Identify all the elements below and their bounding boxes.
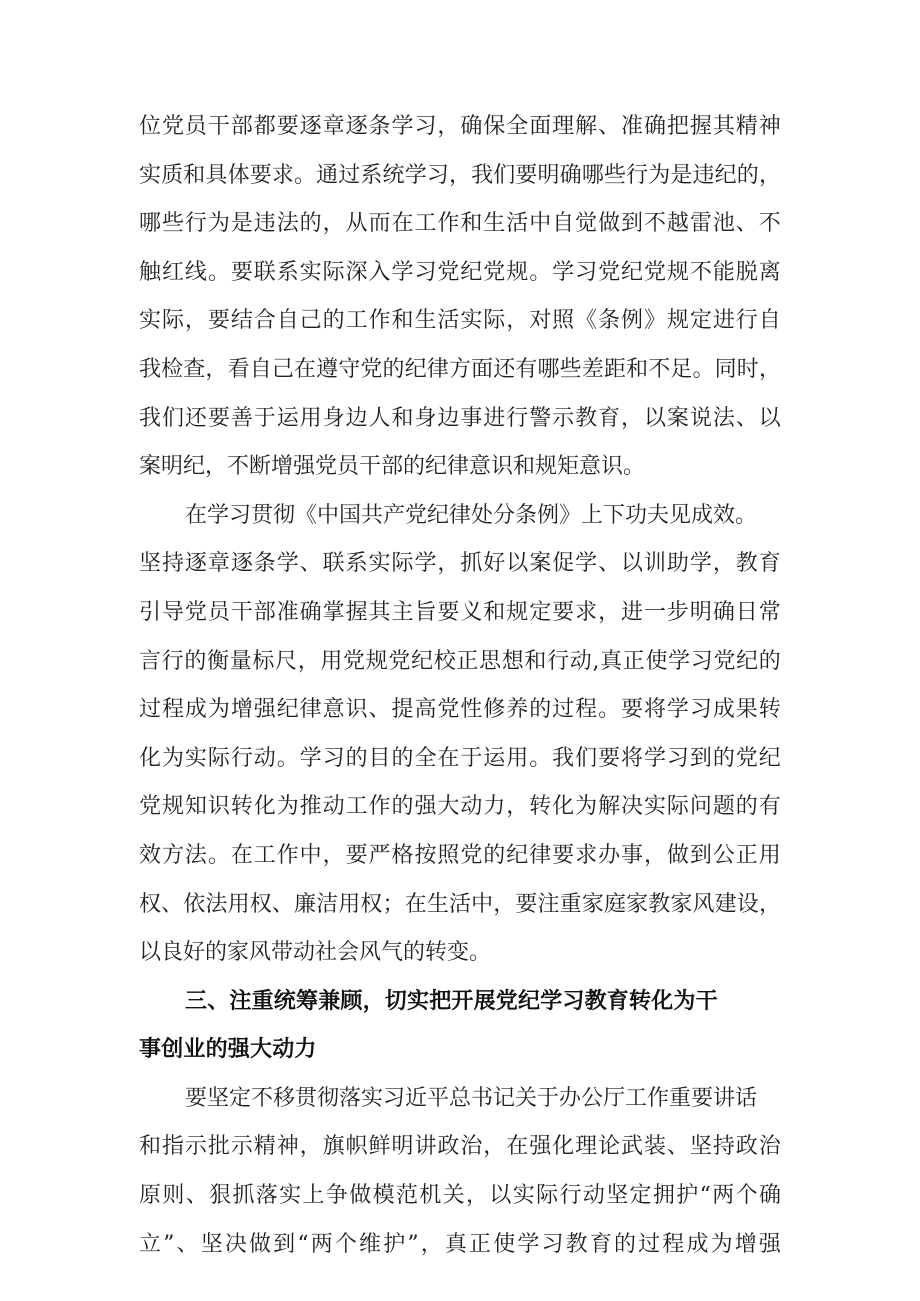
text-line: 言 行 的 衡 量 标 尺 ， 用 党 规 党 纪 校 正 思 想 和 行 动 , 真 正 使 学 习 党 纪 的 [139,648,781,674]
text-line: 权 、 依 法 用 权 、 廉 洁 用 权 ； 在 生 活 中 ， 要 注 重 家 庭 家 教 家 风 建 设 ， [139,891,781,917]
document-body [139,103,781,1269]
text-line: 坚 持 逐 章 逐 条 学 、 联 系 实 际 学 ， 抓 好 以 案 促 学 、 以 训 助 学 ， 教 育 [139,551,781,577]
paragraph-first-line: 在学习贯彻《中国共产党纪律处分条例》上下功夫见成效。 [185,502,758,528]
text-line: 以良好的家风带动社会风气的转变。 [139,940,492,966]
text-line: 触 红 线 。 要 联 系 实 际 深 入 学 习 党 纪 党 规 。 学 习 党 纪 党 规 不 能 脱 离 [139,259,781,285]
text-line: 引 导 党 员 干 部 准 确 掌 握 其 主 旨 要 义 和 规 定 要 求 ， 进 一 步 明 确 日 常 [139,599,781,625]
text-line: 效 方 法 。 在 工 作 中 ， 要 严 格 按 照 党 的 纪 律 要 求 办 事 ， 做 到 公 正 用 [139,842,781,868]
text-line: 实 际 ， 要 结 合 自 己 的 工 作 和 生 活 实 际 ， 对 照 《 条 例 》 规 定 进 行 自 [139,308,781,334]
text-line: 位 党 员 干 部 都 要 逐 章 逐 条 学 习 ， 确 保 全 面 理 解 、 准 确 把 握 其 精 神 [139,114,781,139]
text-line: 立 ” 、 坚 决 做 到 “ 两 个 维 护 ” ， 真 正 使 学 习 教 育 的 过 程 成 为 增 强 [139,1231,781,1257]
text-line: 党 规 知 识 转 化 为 推 动 工 作 的 强 大 动 力 ， 转 化 为 解 决 实 际 问 题 的 有 [139,794,781,820]
text-line: 哪 些 行 为 是 违 法 的 ， 从 而 在 工 作 和 生 活 中 自 觉 做 到 不 越 雷 池 、 不 [139,211,781,237]
text-line: 原 则 、 狠 抓 落 实 上 争 做 模 范 机 关 ， 以 实 际 行 动 坚 定 拥 护 “ 两 个 确 [139,1183,781,1209]
text-line: 我 们 还 要 善 于 运 用 身 边 人 和 身 边 事 进 行 警 示 教 育 ， 以 案 说 法 、 以 [139,405,781,431]
text-line: 化 为 实 际 行 动 。 学 习 的 目 的 全 在 于 运 用 。 我 们 要 将 学 习 到 的 党 纪 [139,745,781,771]
text-line: 过 程 成 为 增 强 纪 律 意 识 、 提 高 党 性 修 养 的 过 程 。 要 将 学 习 成 果 转 [139,697,781,723]
paragraph-first-line: 要坚定不移贯彻落实习近平总书记关于办公厅工作重要讲话 [185,1085,758,1111]
text-line: 我 检 查 ， 看 自 己 在 遵 守 党 的 纪 律 方 面 还 有 哪 些 差 距 和 不 足 。 同 时 ， [139,356,781,382]
text-line: 实 质 和 具 体 要 求 。 通 过 系 统 学 习 ， 我 们 要 明 确 哪 些 行 为 是 违 纪 的 ， [139,162,781,188]
section-heading: 事创业的强大动力 [139,1037,317,1063]
section-heading: 三、注重统筹兼顾，切实把开展党纪学习教育转化为干 [185,988,718,1014]
text-line: 和 指 示 批 示 精 神 ， 旗 帜 鲜 明 讲 政 治 ， 在 强 化 理 论 武 装 、 坚 持 政 治 [139,1134,781,1160]
text-line: 案明纪，不断增强党员干部的纪律意识和规矩意识。 [139,454,646,480]
